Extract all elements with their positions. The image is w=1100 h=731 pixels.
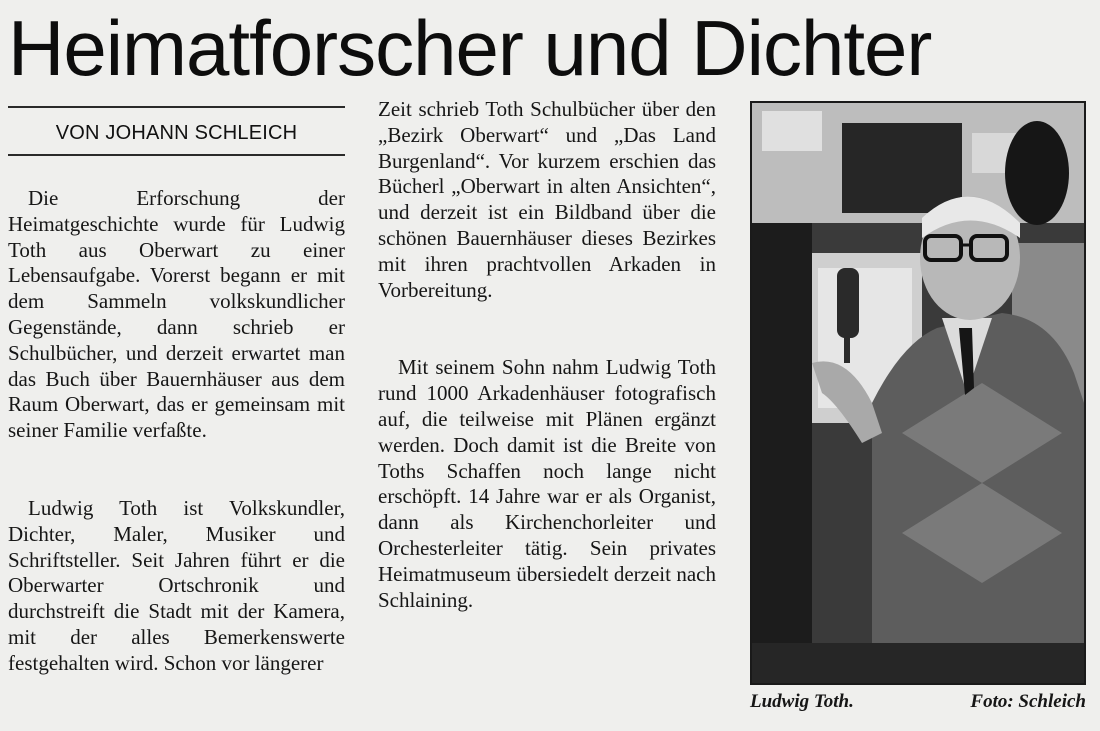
byline-top-rule: [8, 106, 345, 108]
column1-paragraph-2: Ludwig Toth ist Volkskundler, Dichter, Maler, Musiker und Schriftsteller. Seit Jahren führt er die Oberwarter Ortschronik und durchstreift die Stadt mit der Kamera, mit der alles Bemerkenswerte festgehalten wird. Schon vor längerer: [8, 495, 345, 675]
column1-paragraph-1: Die Erforschung der Heimatgeschichte wurde für Ludwig Toth aus Oberwart zu einer Lebensaufgabe. Vorerst begann er mit dem Sammeln volkskundlicher Gegenstände, dann schrieb er Schulbücher, und derzeit erwartet man das Buch über Bauernhäuser aus dem Raum Oberwart, das er gemeinsam mit seiner Familie verfaßte.: [8, 186, 345, 443]
article-column-2: [378, 97, 716, 613]
photo-caption: [750, 689, 1086, 715]
caption-credit: Foto: Schleich: [970, 691, 1086, 712]
byline-bottom-rule: [8, 154, 345, 156]
portrait-photo: [750, 101, 1086, 685]
portrait-photo-image: [752, 103, 1084, 683]
headline: Heimatforscher und Dichter: [8, 4, 932, 92]
column2-paragraph-1: Zeit schrieb Toth Schulbücher über den „Bezirk Oberwart“ und „Das Land Burgenland“. Vor kurzem erschien das Bücherl „Oberwart in alten Ansichten“, und derzeit ist ein Bildband über die schönen Bauernhäuser dieses Bezirkes mit ihren prachtvollen Arkaden in Vorbereitung.: [378, 97, 716, 302]
article-column-1: [8, 186, 345, 677]
column2-paragraph-2: Mit seinem Sohn nahm Ludwig Toth rund 1000 Arkadenhäuser fotografisch auf, die teilweise mit Plänen ergänzt werden. Doch damit ist die Breite von Toths Schaffen noch lange nicht erschöpft. 14 Jahre war er als Organist, dann als Kirchenchorleiter und Orchesterleiter tätig. Sein privates Heimatmuseum übersiedelt derzeit nach Schlaining.: [378, 355, 716, 612]
byline: VON JOHANN SCHLEICH: [55, 122, 298, 144]
caption-subject: Ludwig Toth.: [750, 691, 854, 712]
